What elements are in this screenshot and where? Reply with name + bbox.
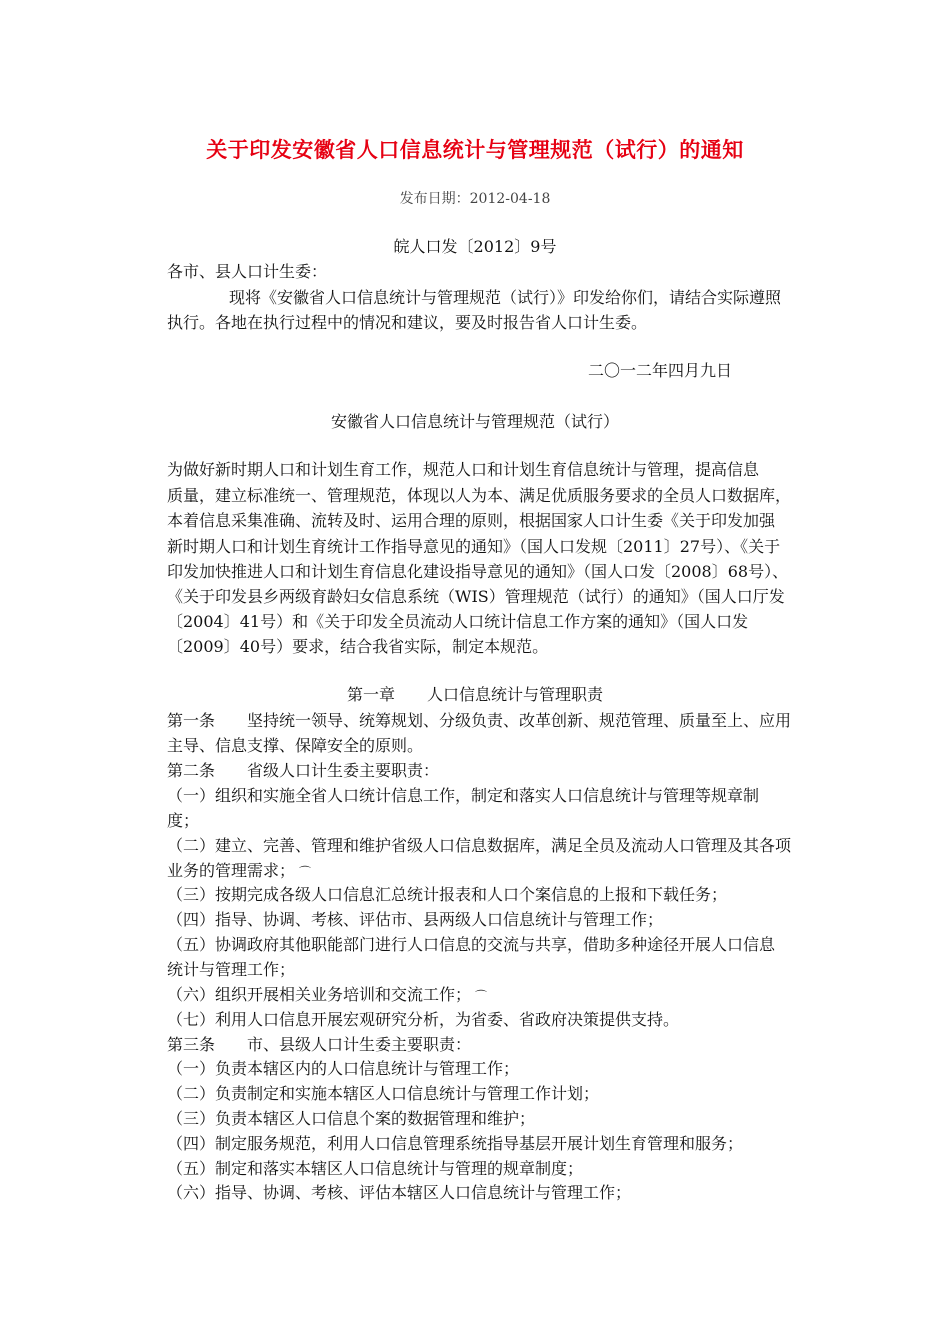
doc-number: 皖人口发〔2012〕9号 <box>393 237 557 256</box>
document-title: 关于印发安徽省人口信息统计与管理规范（试行）的通知 <box>206 138 744 162</box>
article-line: （一）负责本辖区内的人口信息统计与管理工作； <box>167 1059 520 1078</box>
chapter-title: 第一章 人口信息统计与管理职责 <box>346 685 603 704</box>
article-line: 度； <box>167 811 200 830</box>
article-line: （一）组织和实施全省人口统计信息工作，制定和落实人口信息统计与管理等规章制 <box>167 786 760 805</box>
article-line: （二）建立、完善、管理和维护省级人口信息数据库，满足全员及流动人口管理及其各项 <box>167 836 792 855</box>
corner-mark-icon: ⌒ <box>299 865 312 879</box>
addressee: 各市、县人口计生委： <box>167 262 328 281</box>
article-line: （三）负责本辖区人口信息个案的数据管理和维护； <box>167 1109 536 1128</box>
article-line: 第三条 市、县级人口计生委主要职责： <box>167 1035 472 1054</box>
article-line-text: 业务的管理需求； <box>167 861 296 880</box>
preamble-line: 〔2009〕40号）要求，结合我省实际，制定本规范。 <box>167 637 549 656</box>
article-line: （七）利用人口信息开展宏观研究分析，为省委、省政府决策提供支持。 <box>167 1010 680 1029</box>
notice-body-line: 执行。各地在执行过程中的情况和建议，要及时报告省人口计生委。 <box>167 313 648 332</box>
article-line: （六）指导、协调、考核、评估本辖区人口信息统计与管理工作； <box>167 1183 632 1202</box>
preamble-line: 质量，建立标准统一、管理规范，体现以人为本、满足优质服务要求的全员人口数据库， <box>167 486 792 505</box>
corner-mark-icon: ⌒ <box>475 989 488 1003</box>
preamble-line: 〔2004〕41号）和《关于印发全员流动人口统计信息工作方案的通知》（国人口发 <box>167 612 749 631</box>
preamble-line: 为做好新时期人口和计划生育工作，规范人口和计划生育信息统计与管理，提高信息 <box>167 460 760 479</box>
preamble-line: 新时期人口和计划生育统计工作指导意见的通知》（国人口发规〔2011〕27号）、《关于 <box>167 537 781 556</box>
notice-body-line: 现将《安徽省人口信息统计与管理规范（试行）》印发给你们，请结合实际遵照 <box>229 288 782 307</box>
article-line: （五）协调政府其他职能部门进行人口信息的交流与共享，借助多种途径开展人口信息 <box>167 935 776 954</box>
article-line: （四）指导、协调、考核、评估市、县两级人口信息统计与管理工作； <box>167 910 664 929</box>
spec-title: 安徽省人口信息统计与管理规范（试行） <box>330 412 619 431</box>
article-line <box>167 860 311 883</box>
article-line: 主导、信息支撑、保障安全的原则。 <box>167 736 424 755</box>
article-line: （五）制定和落实本辖区人口信息统计与管理的规章制度； <box>167 1159 584 1178</box>
article-line: （四）制定服务规范，利用人口信息管理系统指导基层开展计划生育管理和服务； <box>167 1134 744 1153</box>
article-line: （二）负责制定和实施本辖区人口信息统计与管理工作计划； <box>167 1084 600 1103</box>
article-line: （三）按期完成各级人口信息汇总统计报表和人口个案信息的上报和下载任务； <box>167 885 728 904</box>
preamble-line: 本着信息采集准确、流转及时、运用合理的原则，根据国家人口计生委《关于印发加强 <box>167 511 776 530</box>
article-line: 第二条 省级人口计生委主要职责： <box>167 761 440 780</box>
sign-date: 二〇一二年四月九日 <box>588 361 733 380</box>
article-line <box>167 984 487 1007</box>
publish-date: 发布日期：2012-04-18 <box>399 191 551 207</box>
article-line: 统计与管理工作； <box>167 960 296 979</box>
preamble-line: 《关于印发县乡两级育龄妇女信息系统（WIS）管理规范（试行）的通知》（国人口厅发 <box>167 587 785 606</box>
article-line-text: （六）组织开展相关业务培训和交流工作； <box>167 985 472 1004</box>
article-line: 第一条 坚持统一领导、统筹规划、分级负责、改革创新、规范管理、质量至上、应用 <box>167 711 792 730</box>
preamble-line: 印发加快推进人口和计划生育信息化建设指导意见的通知》（国人口发〔2008〕68号）、 <box>167 562 789 581</box>
